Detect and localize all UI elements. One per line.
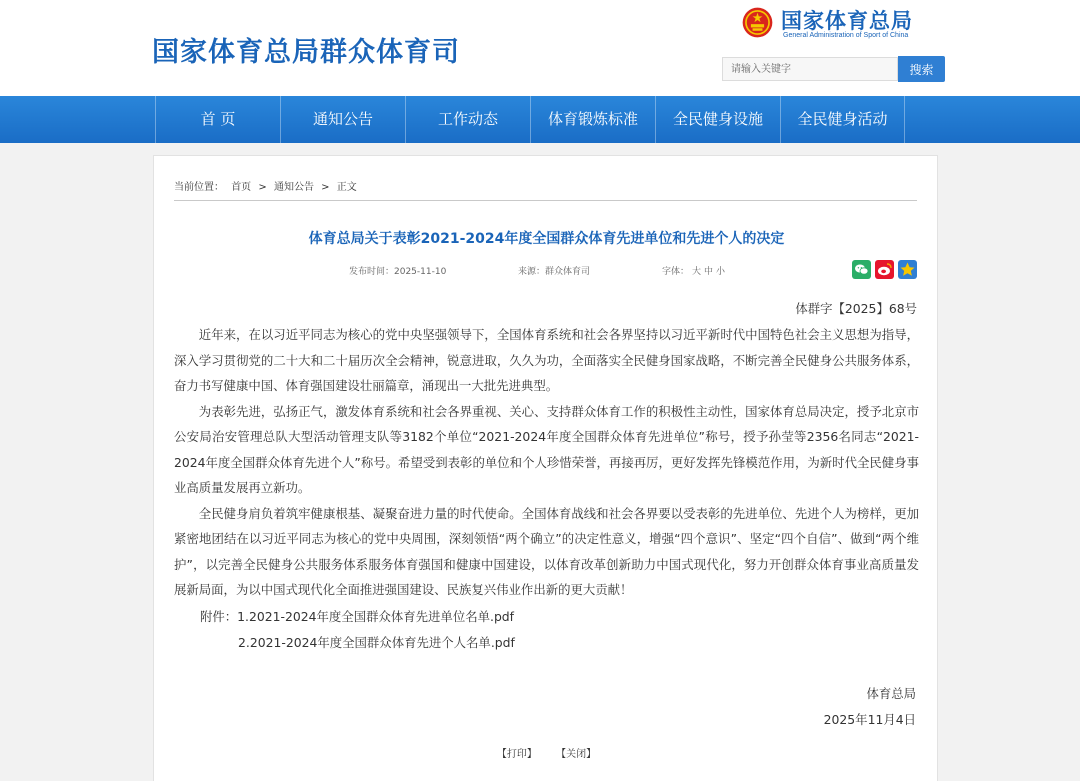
main-nav	[0, 96, 1080, 143]
article-title: 体育总局关于表彰2021-2024年度全国群众体育先进单位和先进个人的决定	[308, 231, 785, 247]
breadcrumb-section-link[interactable]: 通知公告	[273, 182, 314, 193]
attachment-link-2[interactable]: 2.2021-2024年度全国群众体育先进个人名单.pdf	[238, 635, 515, 650]
font-size-small-button[interactable]: 小	[716, 267, 726, 277]
breadcrumb	[174, 178, 361, 193]
publish-date: 发布时间：2025-11-10	[349, 267, 447, 277]
font-size-large-button[interactable]: 大	[692, 267, 702, 277]
close-button[interactable]: 【关闭】	[556, 749, 597, 760]
site-title[interactable]: 国家体育总局群众体育司	[152, 37, 460, 68]
nav-item-fitness-activities[interactable]: 全民健身活动	[780, 96, 905, 143]
favorite-share-icon[interactable]	[898, 260, 917, 279]
article-paragraph: 为表彰先进，弘扬正气，激发体育系统和社会各界重视、关心、支持群众体育工作的积极性主动性，国家体育总局决定，授予北京市公安局治安管理总队大型活动管理支队等3182个单位“2021-2024年度全国群众体育先进单位”称号，授予孙莹等2356名同志“2021-2024年度全国群众体育先进个人”称号。希望受到表彰的单位和个人珍惜荣誉，再接再厉，更好发挥先锋模范作用，为新时代全民健身事业高质量发展再立新功。	[174, 403, 919, 495]
article-body	[174, 322, 919, 603]
wechat-share-icon[interactable]	[852, 260, 871, 279]
attachment-link-1[interactable]: 附件：1.2021-2024年度全国群众体育先进单位名单.pdf	[200, 609, 515, 624]
breadcrumb-label: 当前位置：	[174, 182, 224, 193]
article-container	[153, 155, 938, 781]
article-paragraph: 近年来，在以习近平同志为核心的党中央坚强领导下，全国体育系统和社会各界坚持以习近平新时代中国特色社会主义思想为指导，深入学习贯彻党的二十大和二十届历次全会精神，锐意进取，久久为功，全面落实全民健身国家战略，不断完善全民健身公共服务体系，奋力书写健康中国、体育强国建设壮丽篇章，涌现出一大批先进典型。	[174, 327, 919, 393]
gov-english-name: General Administration of Sport of China	[783, 32, 909, 39]
breadcrumb-current: 正文	[336, 182, 357, 193]
breadcrumb-separator: >	[258, 182, 267, 193]
breadcrumb-separator: >	[321, 182, 330, 193]
font-size-label: 字体：	[662, 267, 690, 277]
nav-item-fitness-facilities[interactable]: 全民健身设施	[655, 96, 780, 143]
breadcrumb-home-link[interactable]: 首页	[231, 182, 252, 193]
print-button[interactable]: 【打印】	[496, 749, 537, 760]
sign-date: 2025年11月4日	[823, 712, 916, 727]
article-source: 来源：群众体育司	[518, 267, 591, 277]
nav-item-notices[interactable]: 通知公告	[280, 96, 405, 143]
document-number: 体群字【2025】68号	[795, 301, 917, 316]
search-input[interactable]	[722, 57, 898, 81]
article-actions	[154, 745, 939, 760]
font-size-medium-button[interactable]: 中	[704, 267, 714, 277]
nav-item-home[interactable]: 首 页	[155, 96, 280, 143]
breadcrumb-divider	[174, 200, 917, 201]
font-size-control	[662, 264, 725, 277]
site-header	[0, 0, 1080, 96]
gov-name[interactable]: 国家体育总局	[781, 9, 913, 33]
signer: 体育总局	[866, 686, 916, 701]
article-paragraph: 全民健身肩负着筑牢健康根基、凝聚奋进力量的时代使命。全国体育战线和社会各界要以受表彰的先进单位、先进个人为榜样，更加紧密地团结在以习近平同志为核心的党中央周围，深刻领悟“两个确立”的决定性意义，增强“四个意识”、坚定“四个自信”、做到“两个维护”，以完善全民健身公共服务体系服务体育强国和健康中国建设，以体育改革创新助力中国式现代化，努力开创群众体育事业高质量发展新局面，为以中国式现代化全面推进强国建设、民族复兴伟业作出新的更大贡献！	[174, 505, 919, 597]
nav-item-fitness-standards[interactable]: 体育锻炼标准	[530, 96, 655, 143]
weibo-share-icon[interactable]	[875, 260, 894, 279]
search-button[interactable]: 搜索	[898, 56, 945, 82]
nav-item-news[interactable]: 工作动态	[405, 96, 530, 143]
national-emblem-icon	[741, 6, 774, 39]
